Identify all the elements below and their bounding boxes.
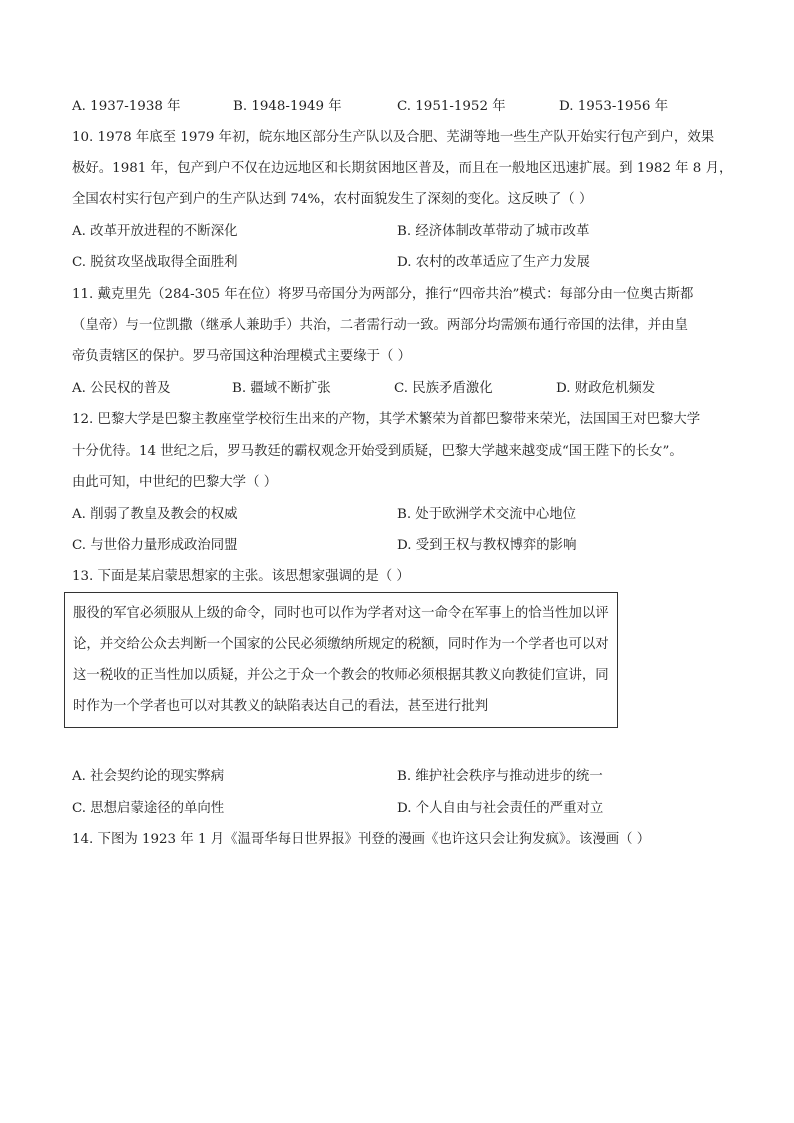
q11-stem-line-1: 11. 戴克里先（284-305 年在位）将罗马帝国分为两部分，推行“四帝共治”模式：每部分由一位奥古斯都 <box>72 287 694 302</box>
q10-stem-line-2: 极好。1981 年，包产到户不仅在边远地区和长期贫困地区普及，而且在一般地区迅速扩展。到 1982 年 8 月， <box>72 161 733 176</box>
q12-stem-line-2: 十分优待。14 世纪之后，罗马教廷的霸权观念开始受到质疑，巴黎大学越来越变成“国王陛下的长女”。 <box>72 444 683 459</box>
q12-option-d: D. 受到王权与教权博弈的影响 <box>397 538 577 553</box>
q11-option-a: A. 公民权的普及 <box>72 381 171 396</box>
q9-option-a: A. 1937-1938 年 <box>72 99 181 114</box>
q11-stem-line-3: 帝负责辖区的保护。罗马帝国这种治理模式主要缘于（ ） <box>72 349 412 364</box>
q11-option-d: D. 财政危机频发 <box>556 381 656 396</box>
q12-stem-line-3: 由此可知，中世纪的巴黎大学（ ） <box>72 475 278 490</box>
q13-stem-line-1: 13. 下面是某启蒙思想家的主张。该思想家强调的是（ ） <box>72 569 410 584</box>
q13-option-a: A. 社会契约论的现实弊病 <box>72 769 225 784</box>
q14-stem-line-1: 14. 下图为 1923 年 1 月《温哥华每日世界报》刊登的漫画《也许这只会让狗发疯》。该漫画（ ） <box>72 832 651 847</box>
q9-option-c: C. 1951-1952 年 <box>397 99 506 114</box>
q13-quote-line-3: 这一税收的正当性加以质疑，并公之于众一个教会的牧师必须根据其教义向教徒们宣讲，同 <box>73 668 609 683</box>
q9-option-b: B. 1948-1949 年 <box>233 99 342 114</box>
q10-stem-line-3: 全国农村实行包产到户的生产队达到 74%，农村面貌发生了深刻的变化。这反映了（ ） <box>72 192 593 207</box>
q13-quote-line-4: 时作为一个学者也可以对其教义的缺陷表达自己的看法，甚至进行批判 <box>73 699 489 714</box>
q12-option-c: C. 与世俗力量形成政治同盟 <box>72 538 238 553</box>
q13-option-c: C. 思想启蒙途径的单向性 <box>72 801 225 816</box>
q10-option-a: A. 改革开放进程的不断深化 <box>72 224 238 239</box>
q11-option-c: C. 民族矛盾激化 <box>394 381 493 396</box>
q10-stem-line-1: 10. 1978 年底至 1979 年初，皖东地区部分生产队以及合肥、芜湖等地一些生产队开始实行包产到户，效果 <box>72 130 715 145</box>
q12-option-a: A. 削弱了教皇及教会的权威 <box>72 507 238 522</box>
q11-option-b: B. 疆域不断扩张 <box>232 381 331 396</box>
q9-option-d: D. 1953-1956 年 <box>559 99 669 114</box>
q13-quote-box <box>64 592 618 728</box>
q12-stem-line-1: 12. 巴黎大学是巴黎主教座堂学校衍生出来的产物，其学术繁荣为首都巴黎带来荣光，法国国王对巴黎大学 <box>72 412 701 427</box>
q13-option-b: B. 维护社会秩序与推动进步的统一 <box>397 769 603 784</box>
q11-stem-line-2: （皇帝）与一位凯撒（继承人兼助手）共治，二者需行动一致。两部分均需颁布通行帝国的法律，并由皇 <box>72 318 688 333</box>
q13-option-d: D. 个人自由与社会责任的严重对立 <box>397 801 604 816</box>
q10-option-d: D. 农村的改革适应了生产力发展 <box>397 255 590 270</box>
q12-option-b: B. 处于欧洲学术交流中心地位 <box>397 507 577 522</box>
q10-option-c: C. 脱贫攻坚战取得全面胜利 <box>72 255 238 270</box>
q10-option-b: B. 经济体制改革带动了城市改革 <box>397 224 590 239</box>
q13-quote-line-2: 论，并交给公众去判断一个国家的公民必须缴纳所规定的税额，同时作为一个学者也可以对 <box>73 637 609 652</box>
q13-quote-line-1: 服役的军官必须服从上级的命令，同时也可以作为学者对这一命令在军事上的恰当性加以评 <box>73 606 609 621</box>
